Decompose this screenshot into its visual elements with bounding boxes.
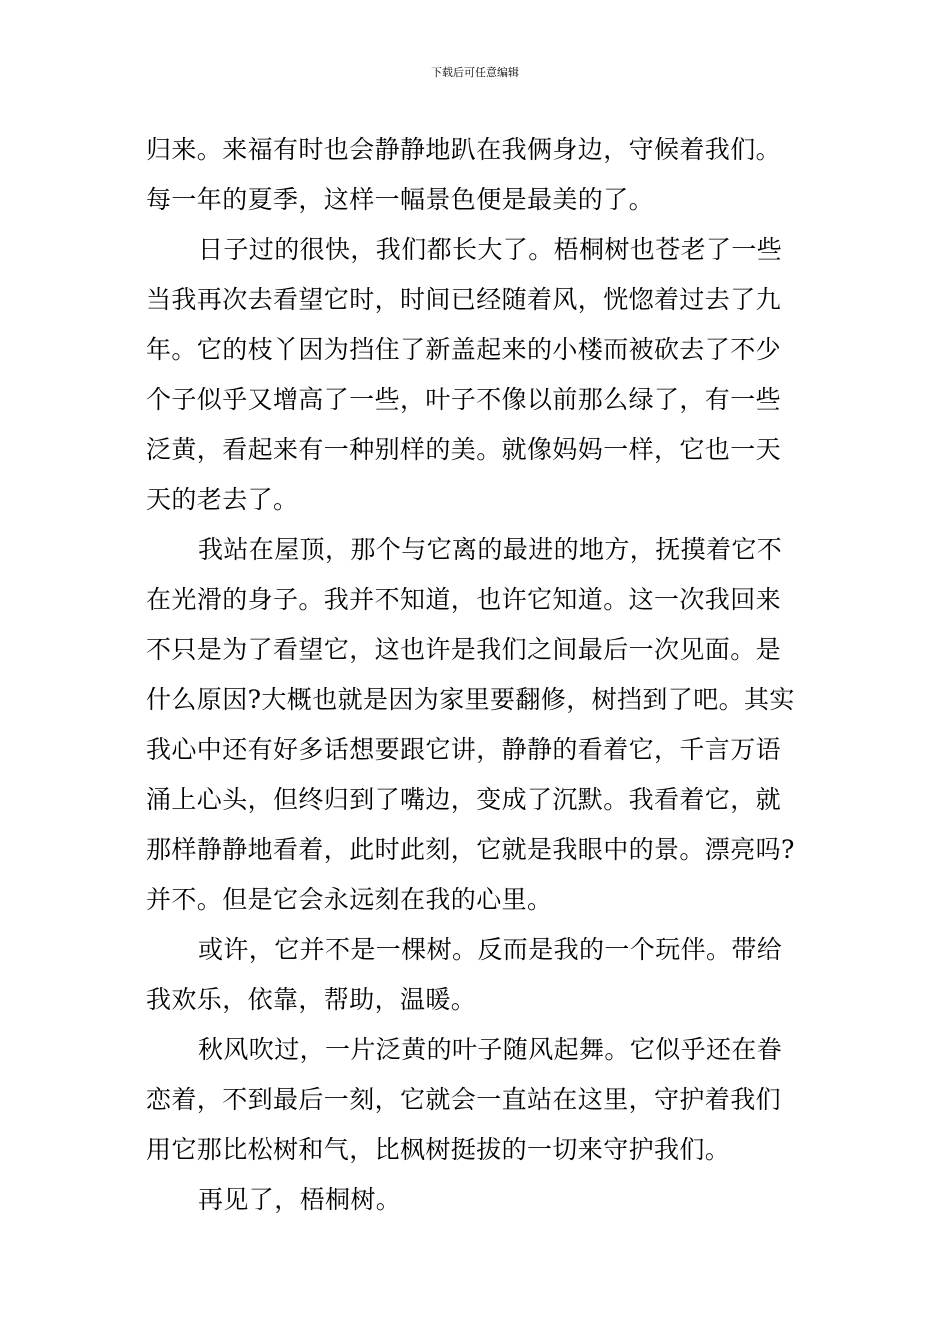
text-line: 泛黄，看起来有一种别样的美。就像妈妈一样，它也一天 [146,435,782,464]
text-line: 恋着，不到最后一刻，它就会一直站在这里，守护着我们 [146,1085,782,1114]
text-line: 年。它的枝丫因为挡住了新盖起来的小楼而被砍去了不少 [146,335,782,364]
text-line: 个子似乎又增高了一些，叶子不像以前那么绿了，有一些 [146,385,782,414]
paragraph-first-line: 再见了，梧桐树。 [198,1185,402,1214]
text-line: 并不。但是它会永远刻在我的心里。 [146,885,553,914]
text-line: 天的老去了。 [146,485,299,514]
text-line: 什么原因?大概也就是因为家里要翻修，树挡到了吧。其实 [146,685,795,714]
document-body [146,125,810,1225]
paragraph-first-line: 日子过的很快，我们都长大了。梧桐树也苍老了一些 [198,235,783,264]
text-line: 涌上心头，但终归到了嘴边，变成了沉默。我看着它，就 [146,785,782,814]
text-line: 我心中还有好多话想要跟它讲，静静的看着它，千言万语 [146,735,782,764]
text-line: 每一年的夏季，这样一幅景色便是最美的了。 [146,185,655,214]
text-line: 用它那比松树和气，比枫树挺拔的一切来守护我们。 [146,1135,731,1164]
text-line: 归来。来福有时也会静静地趴在我俩身边，守候着我们。 [146,135,782,164]
text-line: 当我再次去看望它时，时间已经随着风，恍惚着过去了九 [146,285,782,314]
page-header: 下载后可任意编辑 [431,66,519,79]
text-line: 那样静静地看着，此时此刻，它就是我眼中的景。漂亮吗? [146,835,795,864]
text-line: 在光滑的身子。我并不知道，也许它知道。这一次我回来 [146,585,782,614]
paragraph-first-line: 秋风吹过，一片泛黄的叶子随风起舞。它似乎还在眷 [198,1035,783,1064]
text-line: 不只是为了看望它，这也许是我们之间最后一次见面。是 [146,635,782,664]
paragraph-first-line: 我站在屋顶，那个与它离的最进的地方，抚摸着它不 [198,535,783,564]
text-line: 我欢乐，依靠，帮助，温暖。 [146,985,477,1014]
paragraph-first-line: 或许，它并不是一棵树。反而是我的一个玩伴。带给 [198,935,783,964]
